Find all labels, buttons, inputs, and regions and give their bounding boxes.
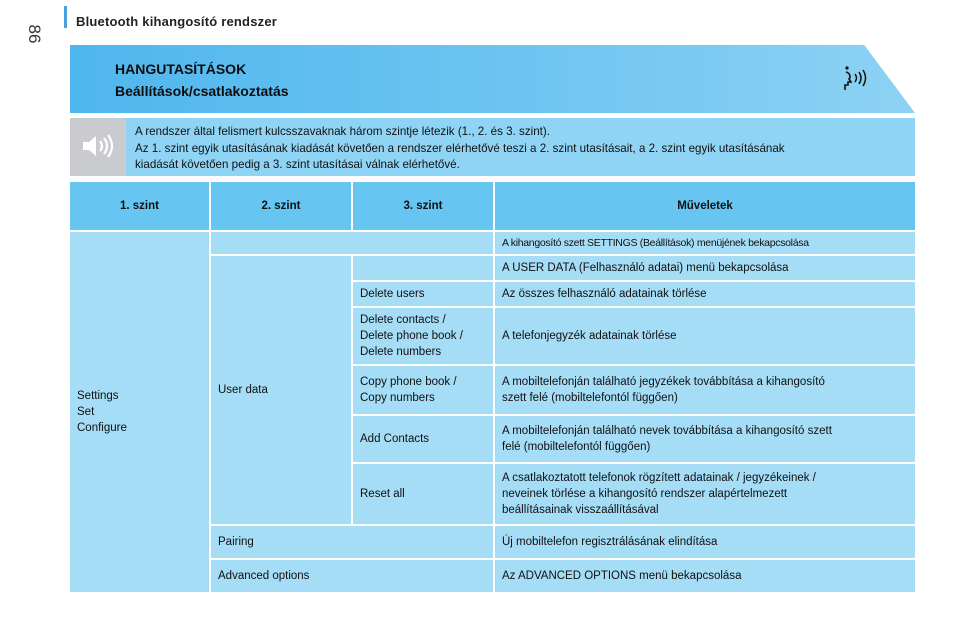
action-add-contacts <box>495 416 915 462</box>
level3-add-contacts: Add Contacts <box>353 416 493 462</box>
intro-line: Az 1. szint egyik utasításának kiadását követően a rendszer elérhetővé teszi a 2. szint utasításait, a 2. szint egyik utasításának <box>135 141 785 155</box>
action-line: szett felé (mobiltelefontól függően) <box>502 392 678 404</box>
level1-keyword: Configure <box>77 422 127 434</box>
intro-text <box>135 124 910 174</box>
level1-keyword: Set <box>77 406 95 418</box>
action-line: A mobiltelefonján található jegyzékek továbbítása a kihangosító <box>502 376 825 388</box>
settings-empty-cell <box>211 232 493 254</box>
voice-command-table <box>70 182 915 592</box>
level3-copy-phone-book <box>353 366 493 414</box>
action-line: felé (mobiltelefontól függően) <box>502 441 651 453</box>
level3-line: Copy phone book / <box>360 376 457 388</box>
action-line: beállításainak visszaállításával <box>502 504 659 516</box>
action-reset-all <box>495 464 915 524</box>
level2-pairing: Pairing <box>211 526 493 558</box>
section-title: HANGUTASÍTÁSOK <box>115 61 247 77</box>
level3-line: Delete contacts / <box>360 314 446 326</box>
user-data-cell: User data <box>211 256 351 524</box>
side-accent-line <box>64 6 67 28</box>
header-level3: 3. szint <box>353 182 493 230</box>
action-delete-contacts: A telefonjegyzék adatainak törlése <box>495 308 915 364</box>
action-line: neveinek törlése a kihangosító rendszer alapértelmezett <box>502 488 788 500</box>
level3-delete-contacts <box>353 308 493 364</box>
running-header: Bluetooth kihangosító rendszer <box>76 14 278 29</box>
header-actions: Műveletek <box>495 182 915 230</box>
header-level2: 2. szint <box>211 182 351 230</box>
voice-command-icon <box>838 64 870 94</box>
action-line: A mobiltelefonján található nevek továbbítása a kihangosító szett <box>502 425 832 437</box>
header-level1: 1. szint <box>70 182 209 230</box>
level3-line: Copy numbers <box>360 392 435 404</box>
level1-keyword: Settings <box>77 390 119 402</box>
level1-cell <box>70 232 209 592</box>
settings-action: A kihangosító szett SETTINGS (Beállítások) menüjének bekapcsolása <box>495 232 915 254</box>
user-data-action: A USER DATA (Felhasználó adatai) menü bekapcsolása <box>495 256 915 280</box>
action-advanced-options: Az ADVANCED OPTIONS menü bekapcsolása <box>495 560 915 592</box>
level2-advanced-options: Advanced options <box>211 560 493 592</box>
page-number: 86 <box>25 24 44 44</box>
action-line: A csatlakoztatott telefonok rögzített adatainak / jegyzékeinek / <box>502 472 816 484</box>
user-data-empty-cell <box>353 256 493 280</box>
level3-delete-users: Delete users <box>353 282 493 306</box>
level3-line: Delete phone book / <box>360 330 463 342</box>
intro-line: kiadását követően pedig a 3. szint utasításai válnak elérhetővé. <box>135 158 460 171</box>
action-copy-phone-book <box>495 366 915 414</box>
action-pairing: Új mobiltelefon regisztrálásának elindítása <box>495 526 915 558</box>
title-banner <box>70 45 915 113</box>
intro-line: A rendszer által felismert kulcsszavaknak három szintje létezik (1., 2. és 3. szint). <box>135 125 550 138</box>
speaker-icon <box>80 128 116 164</box>
level3-reset-all: Reset all <box>353 464 493 524</box>
level3-line: Delete numbers <box>360 346 442 358</box>
action-delete-users: Az összes felhasználó adatainak törlése <box>495 282 915 306</box>
section-subtitle: Beállítások/csatlakoztatás <box>115 83 289 99</box>
